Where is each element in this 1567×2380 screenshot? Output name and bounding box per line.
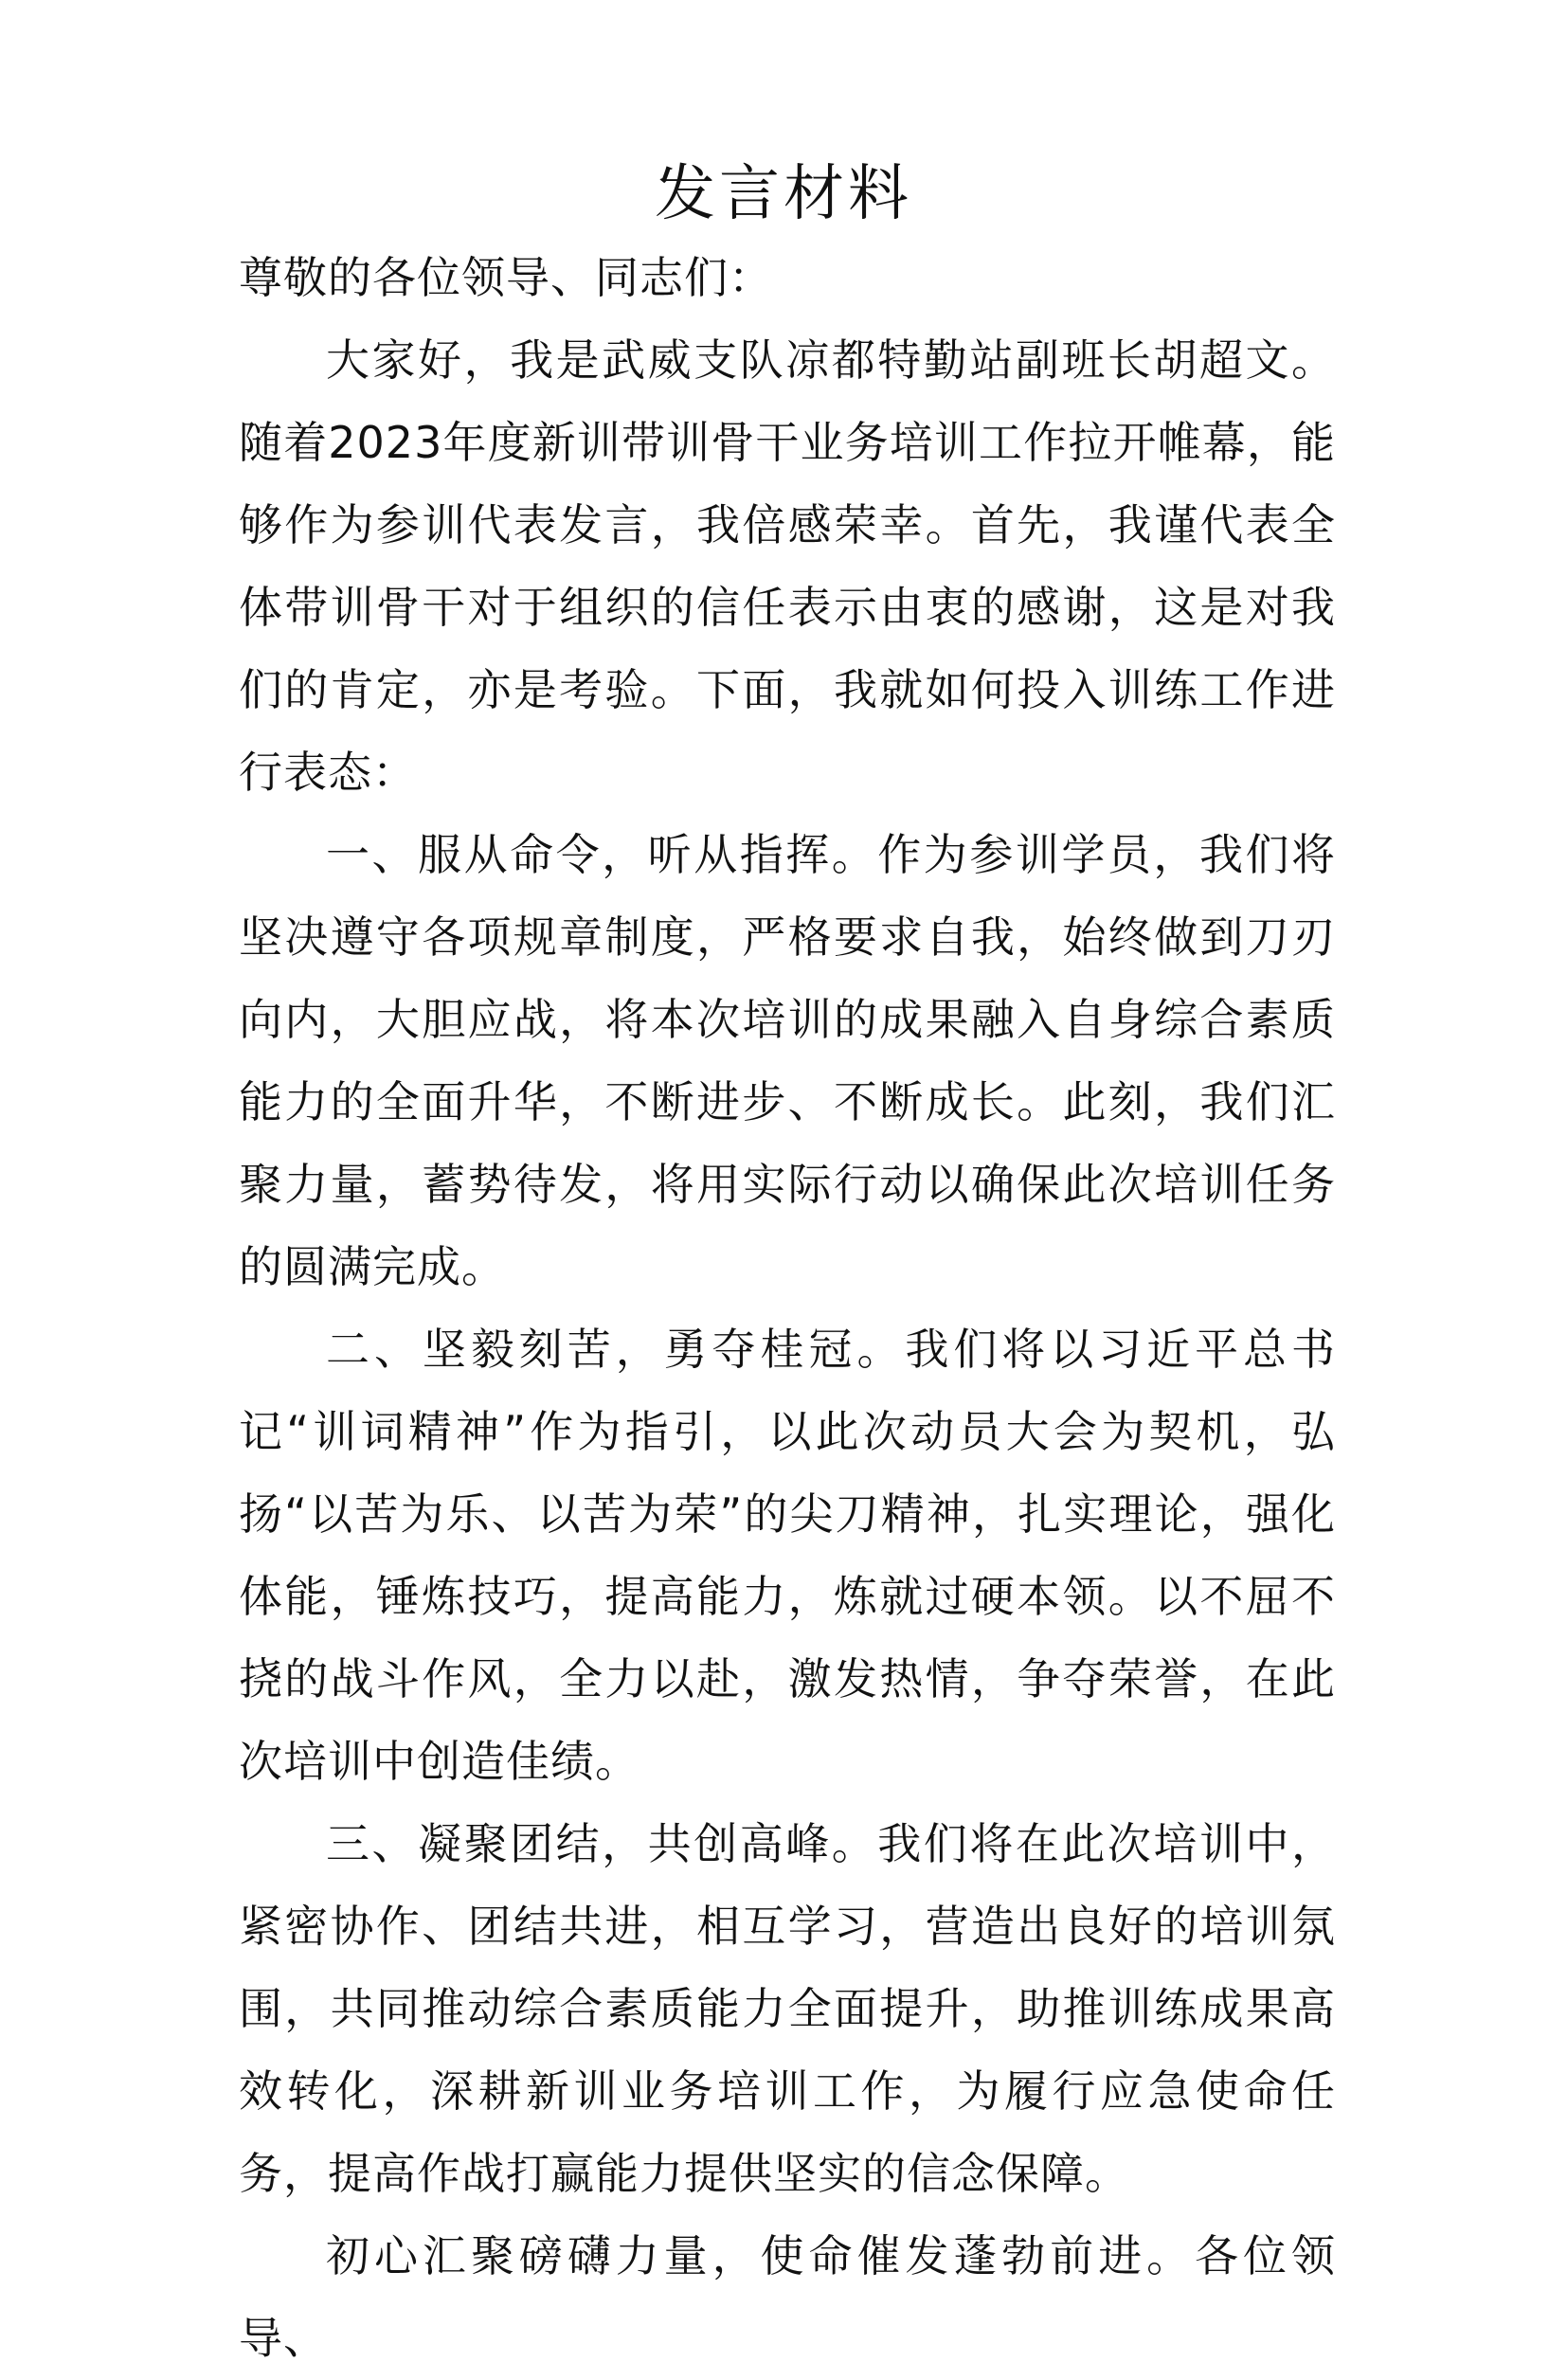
document-title: 发言材料 <box>655 159 912 229</box>
paragraph-point-2: 二、坚毅刻苦，勇夺桂冠。我们将以习近平总书记“训词精神”作为指引，以此次动员大会为契机，弘扬“以苦为乐、以苦为荣”的尖刀精神，扎实理论，强化体能，锤炼技巧，提高能力，炼就过硬本领。以不屈不挠的战斗作风，全力以赴，激发热情，争夺荣誉，在此次培训中创造佳绩。 <box>239 1324 1336 1787</box>
paragraph-intro: 大家好，我是武威支队凉都特勤站副班长胡超文。随着2023年度新训带训骨干业务培训工作拉开帷幕，能够作为参训代表发言，我倍感荣幸。首先，我谨代表全体带训骨干对于组织的信任表示由衷的感谢，这是对我们的肯定，亦是考验。下面，我就如何投入训练工作进行表态： <box>239 334 1336 798</box>
document-body <box>239 237 1336 2380</box>
paragraph-closing: 初心汇聚磅礴力量，使命催发蓬勃前进。各位领导、 <box>239 2230 1336 2364</box>
salutation: 尊敬的各位领导、同志们： <box>239 252 773 303</box>
paragraph-point-3: 三、凝聚团结，共创高峰。我们将在此次培训中，紧密协作、团结共进，相互学习，营造出良好的培训氛围，共同推动综合素质能力全面提升，助推训练成果高效转化，深耕新训业务培训工作，为履行应急使命任务，提高作战打赢能力提供坚实的信念保障。 <box>239 1818 1336 2199</box>
paragraph-point-1: 一、服从命令，听从指挥。作为参训学员，我们将坚决遵守各项规章制度，严格要求自我，始终做到刀刃向内，大胆应战，将本次培训的成果融入自身综合素质能力的全面升华，不断进步、不断成长。此刻，我们汇聚力量，蓄势待发，将用实际行动以确保此次培训任务的圆满完成。 <box>239 829 1336 1292</box>
